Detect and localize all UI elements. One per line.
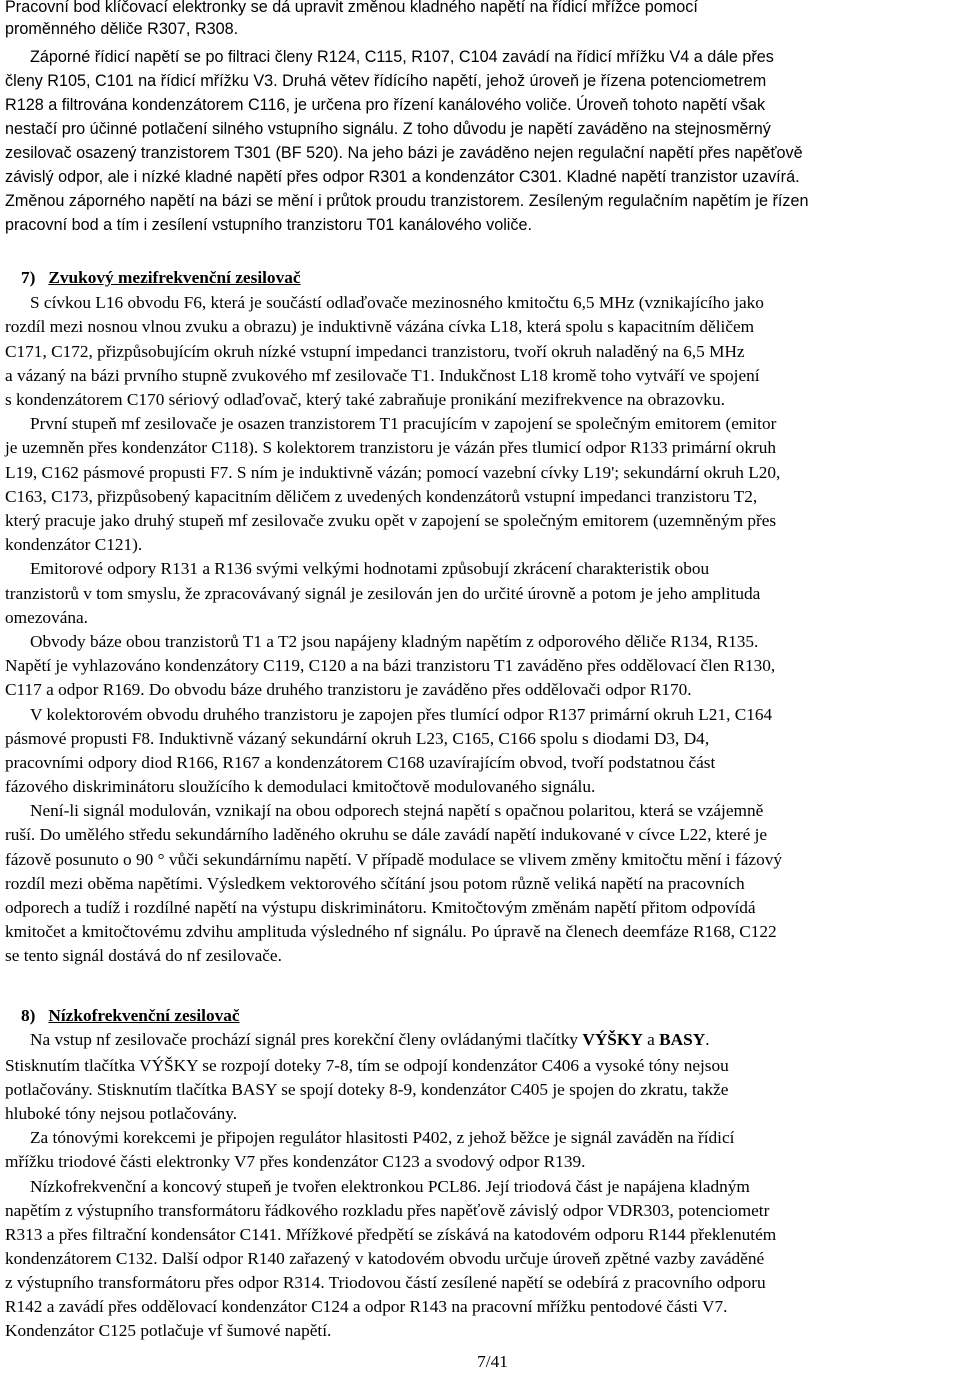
text-line: Pracovní bod klíčovací elektronky se dá upravit změnou kladného napětí na řídicí mřížce pomocí <box>5 0 698 16</box>
section-8-intro-post: . <box>705 1030 710 1049</box>
text-line: pracovní bod a tím i zesílení vstupního tranzistoru T01 kanálového voliče. <box>5 216 532 234</box>
text-line: Záporné řídicí napětí se po filtraci členy R124, C115, R107, C104 zavádí na řídicí mřížku V4 a dále přes <box>30 48 774 66</box>
text-line: z výstupního transformátoru přes odpor R314. Triodovou částí zesílené napětí se odebírá z pracovního odporu <box>5 1273 766 1292</box>
text-line: potlačovány. Stisknutím tlačítka BASY se spojí doteky 8-9, kondenzátor C405 je spojen do zkratu, takže <box>5 1080 729 1099</box>
text-line: Není-li signál modulován, vznikají na obou odporech stejná napětí s opačnou polaritou, která se vzájemně <box>30 801 764 820</box>
text-line: V kolektorovém obvodu druhého tranzistoru je zapojen přes tlumící odpor R137 primární okruh L21, C164 <box>30 705 773 724</box>
text-line: proměnného děliče R307, R308. <box>5 20 239 38</box>
text-line: je uzemněn přes kondenzátor C118). S kolektorem tranzistoru je vázán přes tlumicí odpor R133 primární okruh <box>5 438 777 457</box>
text-line: Obvody báze obou tranzistorů T1 a T2 jsou napájeny kladným napětím z odporového děliče R134, R135. <box>30 632 759 651</box>
section-8-heading <box>21 1005 240 1027</box>
page-number: 7/41 <box>477 1352 508 1371</box>
text-line: kmitočet a kmitočtovému zdvihu amplituda výsledného nf signálu. Po úpravě na členech deemfáze R168, C122 <box>5 922 777 941</box>
text-line: napětím z výstupního transformátoru řádkového rozkladu přes napěťově závislý odpor VDR303, potenciometr <box>5 1201 770 1220</box>
text-line: Změnou záporného napětí na bázi se mění i průtok proudu tranzistorem. Zesíleným regulačním napětím je řízen <box>5 192 809 210</box>
text-line: kondenzátorem C132. Další odpor R140 zařazený v katodovém obvodu určuje úroveň zpětné vazby zaváděné <box>5 1249 765 1268</box>
text-line: tranzistorů v tom smyslu, že zpracovávaný signál je zesilován jen do určité úrovně a potom je jeho amplituda <box>5 584 761 603</box>
text-line: První stupeň mf zesilovače je osazen tranzistorem T1 pracujícím v zapojení se společným emitorem (emitor <box>30 414 777 433</box>
text-line: L19, C162 pásmové propusti F7. S ním je induktivně vázán; pomocí vazební cívky L19'; sekundární okruh L20, <box>5 463 781 482</box>
text-line: závislý odpor, ale i nízké kladné napětí přes odpor R301 a kondenzátor C301. Kladné napětí tranzistor uzavírá. <box>5 168 800 186</box>
text-line: S cívkou L16 obvodu F6, která je součástí odlaďovače mezinosného kmitočtu 6,5 MHz (vznikajícího jako <box>30 293 764 312</box>
text-line: C163, C173, přizpůsobený kapacitním děličem z uvedených kondenzátorů vstupní impedanci tranzistoru T2, <box>5 487 758 506</box>
section-7-number: 7) <box>21 268 36 287</box>
text-line: pracovními odpory diod R166, R167 a kondenzátorem C168 uzavírajícím obvod, tvoří podstatnou část <box>5 753 716 772</box>
section-8-intro <box>30 1029 710 1051</box>
section-8-intro-basy: BASY <box>659 1030 706 1049</box>
section-8-title: Nízkofrekvenční zesilovač <box>48 1006 240 1025</box>
section-8-number: 8) <box>21 1006 36 1025</box>
text-line: rozdíl mezi nosnou vlnou zvuku a obrazu) je induktivně vázána cívka L18, která spolu s kapacitním děličem <box>5 317 755 336</box>
text-line: kondenzátor C121). <box>5 535 143 554</box>
text-line: nestačí pro účinné potlačení silného vstupního signálu. Z toho důvodu je napětí zaváděno na stejnosměrný <box>5 120 771 138</box>
text-line: Nízkofrekvenční a koncový stupeň je tvořen elektronkou PCL86. Její triodová část je napájena kladným <box>30 1177 750 1196</box>
text-line: Kondenzátor C125 potlačuje vf šumové napětí. <box>5 1321 332 1340</box>
text-line: a vázaný na bázi prvního stupně zvukového mf zesilovače T1. Indukčnost L18 kromě toho vytváří ve spojení <box>5 366 760 385</box>
text-line: R128 a filtrována kondenzátorem C116, je určena pro řízení kanálového voliče. Úroveň tohoto napětí však <box>5 96 766 114</box>
section-8-intro-pre: Na vstup nf zesilovače prochází signál pres korekční členy ovládanými tlačítky <box>30 1030 583 1049</box>
section-7-heading <box>21 267 301 289</box>
text-line: mřížku triodové části elektronky V7 přes kondenzátor C123 a svodový odpor R139. <box>5 1152 586 1171</box>
text-line: s kondenzátorem C170 sériový odlaďovač, který také zabraňuje pronikání mezifrekvence na obrazovku. <box>5 390 725 409</box>
text-line: fázově posunuto o 90 ° vůči sekundárnímu napětí. V případě modulace se vlivem změny kmitočtu mění i fázový <box>5 850 783 869</box>
section-7-title: Zvukový mezifrekvenční zesilovač <box>48 268 301 287</box>
text-line: R313 a přes filtrační kondensátor C141. Mřížkové předpětí se získává na katodovém odporu R144 překlenutém <box>5 1225 777 1244</box>
text-line: C117 a odpor R169. Do obvodu báze druhého tranzistoru je zaváděno přes oddělovači odpor R170. <box>5 680 692 699</box>
text-line: který pracuje jako druhý stupeň mf zesilovače zvuku opět v zapojení se společným emitorem (uzemněným přes <box>5 511 777 530</box>
text-line: fázového diskriminátoru sloužícího k demodulaci kmitočtově modulovaného signálu. <box>5 777 596 796</box>
text-line: omezována. <box>5 608 89 627</box>
text-line: zesilovač osazený tranzistorem T301 (BF 520). Na jeho bázi je zaváděno nejen regulační napětí přes napěťově <box>5 144 803 162</box>
text-line: Za tónovými korekcemi je připojen regulátor hlasitosti P402, z jehož běžce je signál zaváděn na řídicí <box>30 1128 735 1147</box>
text-line: rozdíl mezi oběma napětími. Výsledkem vektorového sčítání jsou potom různě veliká napětí na pracovních <box>5 874 745 893</box>
text-line: R142 a zavádí přes oddělovací kondenzátor C124 a odpor R143 na pracovní mřížku pentodové části V7. <box>5 1297 728 1316</box>
section-8-intro-vysky: VÝŠKY <box>582 1030 643 1049</box>
text-line: Napětí je vyhlazováno kondenzátory C119, C120 a na bázi tranzistoru T1 zaváděno přes oddělovací člen R130, <box>5 656 776 675</box>
text-line: se tento signál dostává do nf zesilovače. <box>5 946 282 965</box>
section-8-intro-mid: a <box>642 1030 660 1049</box>
text-line: Emitorové odpory R131 a R136 svými velkými hodnotami způsobují zkrácení charakteristik obou <box>30 559 710 578</box>
text-line: členy R105, C101 na řídicí mřížku V3. Druhá větev řídícího napětí, jehož úroveň je řízena potenciometrem <box>5 72 767 90</box>
text-line: C171, C172, přizpůsobujícím okruh nízké vstupní impedanci tranzistoru, tvoří okruh naladěný na 6,5 MHz <box>5 342 745 361</box>
text-line: pásmové propusti F8. Induktivně vázaný sekundární okruh L23, C165, C166 spolu s diodami D3, D4, <box>5 729 710 748</box>
text-line: Stisknutím tlačítka VÝŠKY se rozpojí doteky 7-8, tím se odpojí kondenzátor C406 a vysoké tóny nejsou <box>5 1056 729 1075</box>
text-line: hluboké tóny nejsou potlačovány. <box>5 1104 238 1123</box>
text-line: ruší. Do umělého středu sekundárního laděného okruhu se dále zavádí napětí indukované v cívce L22, které je <box>5 825 768 844</box>
text-line: odporech a tudíž i rozdílné napětí na výstupu diskriminátoru. Kmitočtovým změnám napětí přitom odpovídá <box>5 898 756 917</box>
